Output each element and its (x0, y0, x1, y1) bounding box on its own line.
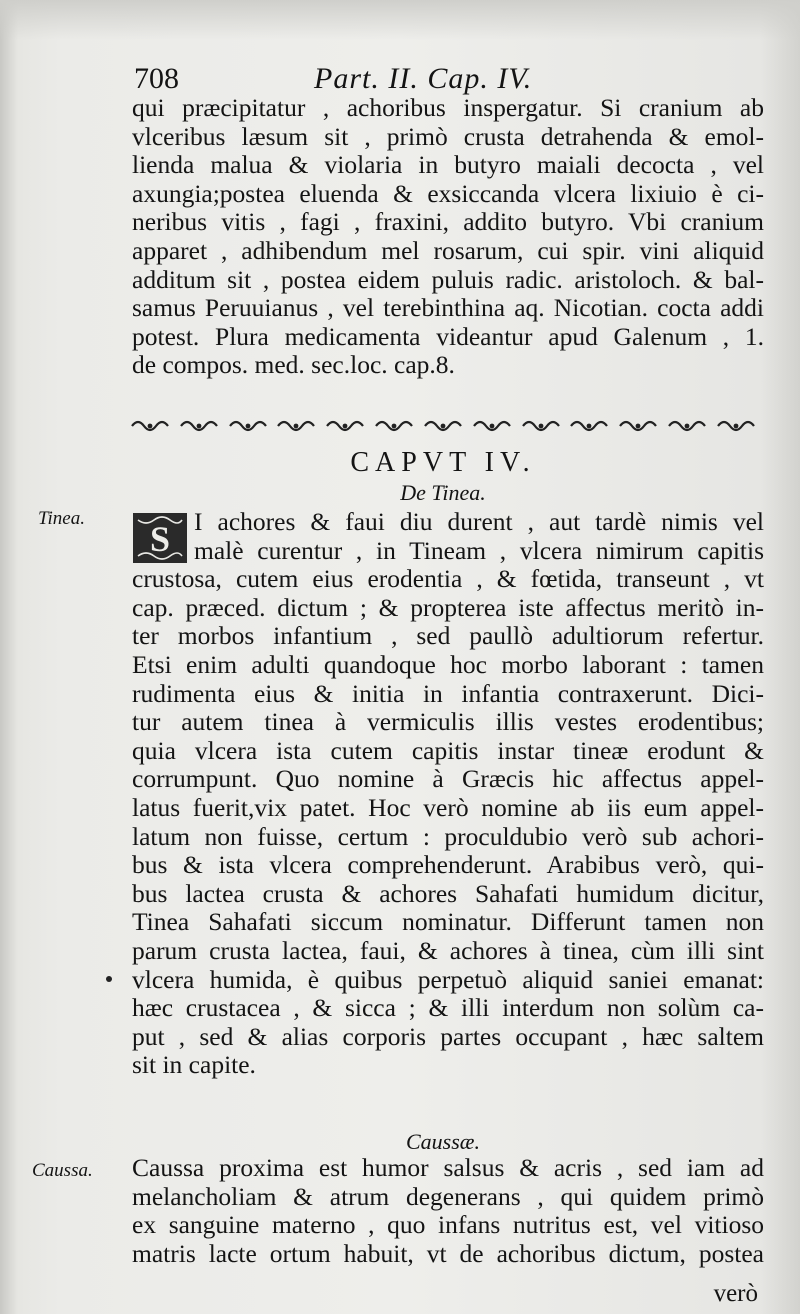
running-head (134, 62, 754, 96)
text-line: lienda malua & violaria in butyro maiali decocta , vel (132, 150, 764, 180)
text-line: crustosa, cutem eius erodentia , & fœtida, transeunt , vt (132, 564, 764, 594)
text-line: additum sit , postea eidem puluis radic. aristoloch. & bal- (132, 264, 764, 294)
ornament-icon (569, 418, 609, 434)
text-line: ex sanguine materno , quo infans nutritus est, vel vitioso (132, 1210, 764, 1240)
text-line: melancholiam & atrum degenerans , qui quidem primò (132, 1181, 764, 1211)
chapter-subtitle: De Tinea. (400, 480, 486, 505)
ornament-icon (325, 418, 365, 434)
chapter-title: CAPVT IV. (350, 447, 536, 478)
margin-note-tinea: Tinea. (38, 508, 85, 529)
ornament-icon (179, 418, 219, 434)
ornament-icon (423, 418, 463, 434)
text-line: corrumpunt. Quo nomine à Græcis hic affectus appel- (132, 764, 764, 794)
causae-paragraph (132, 1154, 764, 1268)
text-line: vlceribus læsum sit , primò crusta detrahenda & emol- (132, 121, 764, 151)
text-line: bus & ista vlcera comprehenderunt. Arabibus verò, qui- (132, 850, 764, 880)
ornament-icon (228, 418, 268, 434)
text-line: parum crusta lactea, faui, & achores à tinea, cùm illi sint (132, 935, 764, 965)
text-line: latum non fuisse, certum : proculdubio verò sub achori- (132, 821, 764, 851)
ornament-icon (276, 418, 316, 434)
catchword: verò (713, 1280, 758, 1307)
ink-mark (106, 976, 112, 982)
text-line: qui præcipitatur , achoribus inspergatur. Si cranium ab (132, 93, 764, 122)
text-line: vlcera humida, è quibus perpetuò aliquid saniei emanat: (132, 964, 764, 994)
text-line: neribus vitis , fagi , fraxini, addito butyro. Vbi cranium (132, 207, 764, 237)
page-number: 708 (134, 62, 179, 95)
tinea-paragraph (132, 508, 764, 1080)
text-line: I achores & faui diu durent , aut tardè nimis vel (194, 507, 764, 536)
ornament-icon (618, 418, 658, 434)
text-line: axungia;postea eluenda & exsiccanda vlcera lixiuio è ci- (132, 178, 764, 208)
text-line: malè curentur , in Tineam , vlcera nimirum capitis (194, 535, 764, 565)
ornament-icon (521, 418, 561, 434)
text-line: bus lactea crusta & achores Sahafati humidum dicitur, (132, 878, 764, 908)
ornament-icon (716, 418, 756, 434)
ornament-icon (472, 418, 512, 434)
drop-cap-letter: S (149, 519, 171, 559)
running-title: Part. II. Cap. IV. (314, 62, 533, 95)
text-line: rudimenta eius & initia in infantia contraxerunt. Dici- (132, 678, 764, 708)
ornament-icon (667, 418, 707, 434)
text-line: hæc crustacea , & sicca ; & illi interdum non solùm ca- (132, 993, 764, 1023)
text-line: matris lacte ortum habuit, vt de achoribus dictum, postea (132, 1238, 764, 1268)
text-line: ter morbos infantium , sed paullò adultiorum refertur. (132, 621, 764, 651)
text-line: tur autem tinea à vermiculis illis vestes erodentibus; (132, 707, 764, 737)
ornament-icon (130, 418, 170, 434)
text-line: Tinea Sahafati siccum nominatur. Differunt tamen non (132, 907, 764, 937)
causae-heading: Caussæ. (406, 1129, 480, 1154)
text-line: Etsi enim adulti quandoque hoc morbo laborant : tamen (132, 649, 764, 679)
text-line: sit in capite. (132, 1050, 256, 1080)
text-line: cap. præced. dictum ; & propterea iste affectus meritò in- (132, 592, 764, 622)
text-line: quia vlcera ista cutem capitis instar tineæ erodunt & (132, 735, 764, 765)
text-line: latus fuerit,vix patet. Hoc verò nomine ab iis eum appel- (132, 792, 764, 822)
text-line: Caussa proxima est humor salsus & acris , sed iam ad (132, 1153, 764, 1182)
text-line: put , sed & alias corporis partes occupant , hæc saltem (132, 1021, 764, 1051)
text-line: de compos. med. sec.loc. cap.8. (132, 350, 455, 380)
text-line: apparet , adhibendum mel rosarum, cui spir. vini aliquid (132, 235, 764, 265)
ornament-border (130, 414, 756, 438)
ornament-icon (374, 418, 414, 434)
margin-note-caussa: Caussa. (32, 1160, 93, 1181)
page-edge-shadow (0, 0, 800, 40)
top-paragraph (132, 94, 764, 380)
text-line: potest. Plura medicamenta videantur apud Galenum , 1. (132, 321, 764, 351)
text-line: samus Peruuianus , vel terebinthina aq. Nicotian. cocta addi (132, 293, 764, 323)
